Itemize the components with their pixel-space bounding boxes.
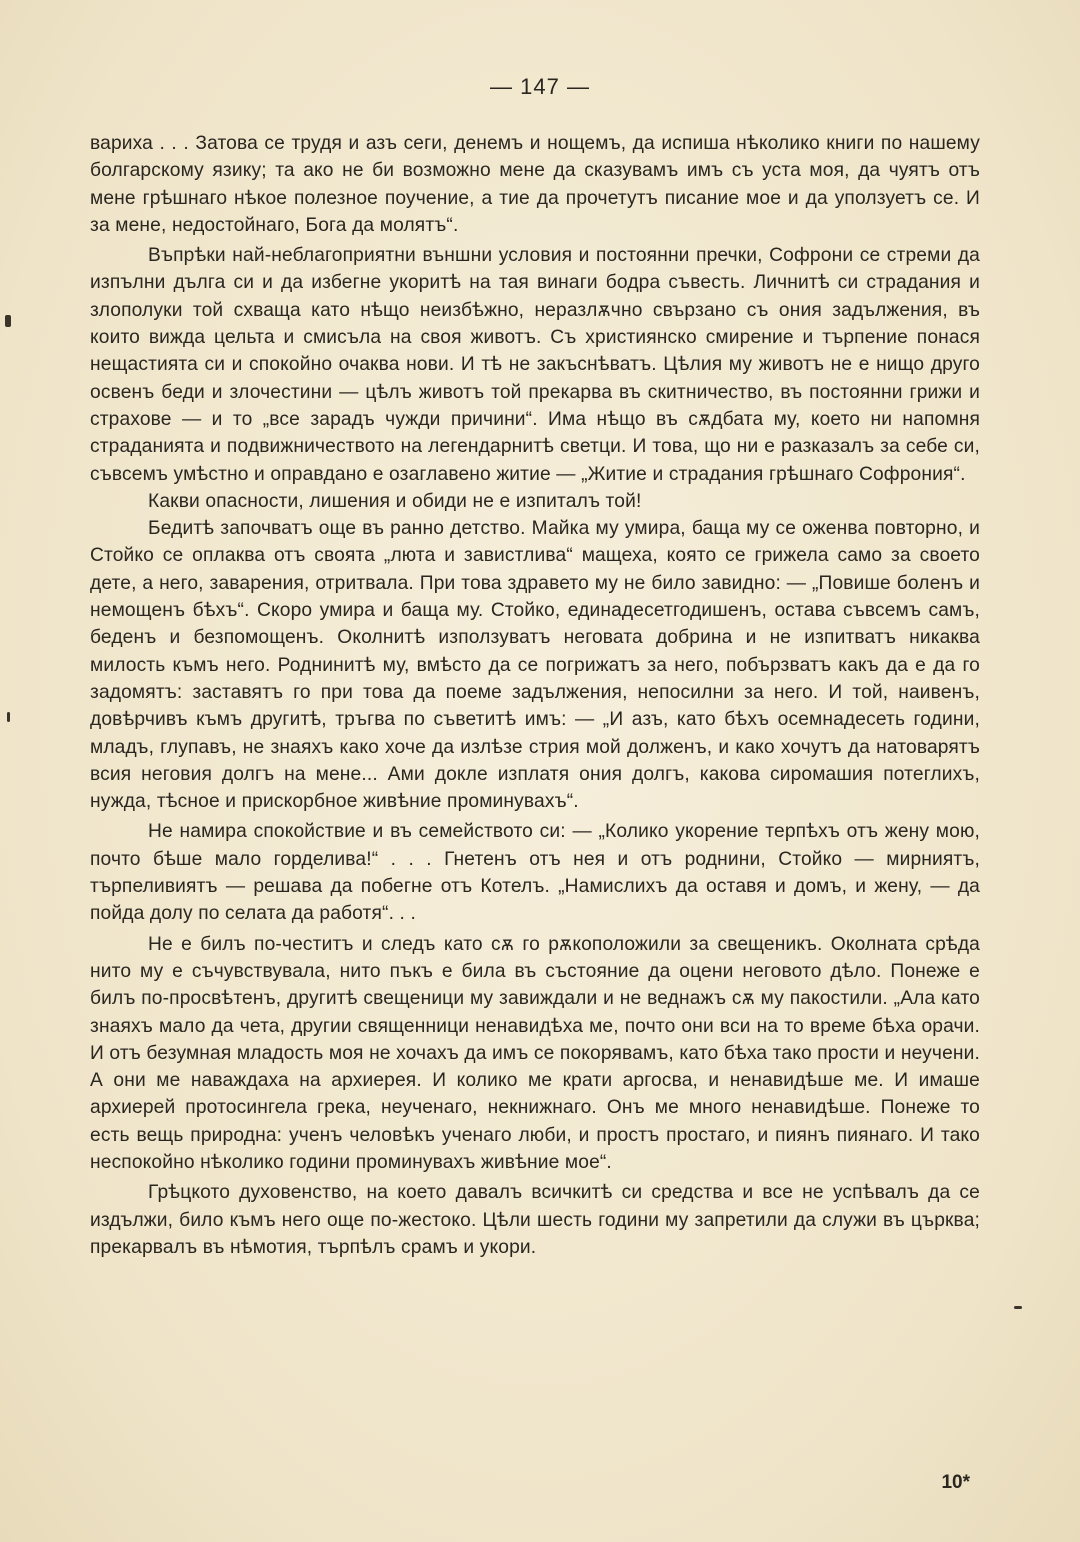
paragraph-3: Какви опасности, лишения и обиди не е изпиталъ той!	[148, 490, 642, 512]
paragraph-5: Не намира спокойствие и въ семейството си: — „Колико укорение терпѣхъ отъ жену мою, почто бѣше мало горделива!“ . . . Гнетенъ отъ нея и отъ роднини, Стойко — мирниятъ, търпеливиятъ — решава да побегне отъ Котелъ. „Намислихъ да оставя и домъ, и жену, — да пойда долу по селата да работя“. . .	[90, 821, 980, 925]
margin-speck	[7, 712, 10, 722]
page-number: — 147 —	[490, 74, 590, 99]
margin-speck	[5, 315, 11, 327]
paragraph-7: Грѣцкото духовенство, на което давалъ всичкитѣ си средства и все не успѣвалъ да се издължи, било къмъ него още по-жестоко. Цѣли шесть години му запретили да служи въ църква; прекарвалъ въ нѣмотия, търпѣлъ срамъ и укори.	[90, 1182, 980, 1258]
body-text	[90, 130, 980, 1261]
paragraph-4: Бедитѣ започватъ още въ ранно детство. Майка му умира, баща му се оженва повторно, и Стойко се оплаква отъ своята „люта и завистлива“ мащеха, която се грижела само за своето дете, а него, заварения, отритвала. При това здравето му не било завидно: — „Повише боленъ и немощенъ бѣхъ“. Скоро умира и баща му. Стойко, единадесетгодишенъ, остава съвсемъ самъ, беденъ и безпомощенъ. Околнитѣ използуватъ неговата добрина и не изпитватъ никаква милость къмъ него. Роднинитѣ му, вмѣсто да се погрижатъ за него, побързватъ какъ да е да го задомятъ: заставятъ го при това да поеме задължения, непосилни за него. И той, наивенъ, довѣрчивъ къмъ другитѣ, тръгва по съветитѣ имъ: — „И азъ, като бѣхъ осемнадесеть години, младъ, глупавъ, не знаяхъ како хоче да излѣзе стрия мой долженъ, и како хочутъ да натоварятъ всия неговия долгъ на мене... Ами докле изплатя ония долгъ, какова сиромашия потеглихъ, нужда, тѣсное и прискорбное живѣние проминувахъ“.	[90, 518, 980, 813]
margin-speck	[1014, 1306, 1022, 1309]
signature-mark: 10*	[941, 1472, 970, 1493]
paragraph-1: вариха . . . Затова се трудя и азъ сеги, денемъ и нощемъ, да испиша нѣколико книги по нашему болгарскому язику; та ако не би возможно мене да сказувамъ имъ съ уста моя, да чуятъ отъ мене грѣшнаго нѣкое полезное поучение, а тие да прочетутъ писание мое и да уползуетъ се. И за мене, недостойнаго, Бога да молятъ“.	[90, 133, 980, 236]
paragraph-2: Въпрѣки най-неблагоприятни външни условия и постоянни пречки, Софрони се стреми да изпълни дълга си и да избегне укоритѣ на тая винаги бодра съвесть. Личнитѣ си страдания и злополуки той схваща като нѣщо неизбѣжно, неразлѫчно свързано съ ония задължения, въ които вижда цельта и смисъла на своя животъ. Съ християнско смирение и търпение понася нещастията си и спокойно очаква нови. И тѣ не закъснѣватъ. Цѣлия му животъ не е нищо друго освенъ беди и злочестини — цѣлъ животъ той прекарва въ скитничество, въ постоянни грижи и страхове — и то „все зарадъ чужди причини“. Има нѣщо въ сѫдбата му, което ни напомня страданията и подвижничеството на легендарнитѣ светци. И това, що ни е разказалъ за себе си, съвсемъ умѣстно и оправдано е озаглавено житие — „Житие и страдания грѣшнаго Софрония“.	[90, 245, 980, 485]
paragraph-6: Не е билъ по-честитъ и следъ като сѫ го рѫкоположили за свещеникъ. Околната срѣда нито му е съчувствувала, нито пъкъ е била въ състояние да оцени неговото дѣло. Понеже е билъ по-просвѣтенъ, другитѣ свещеници му завиждали и не веднажъ сѫ му пакостили. „Ала като знаяхъ мало да чета, другии священници ненавидѣха ме, почто они вси на то време бѣха орачи. И отъ безумная младость моя не хочахъ да имъ се покорявамъ, като бѣха тако прости и неучени. А они ме наваждаха на архиерея. И колико ме крати аргосва, и ненавидѣше ме. И имаше архиерей протосингела грека, неученаго, некнижнаго. Онъ ме много ненавидѣше. Понеже то есть вещь природна: ученъ человѣкъ ученаго люби, и простъ простаго, и пиянъ пиянаго. И тако неспокойно нѣколико години проминувахъ живѣние мое“.	[90, 933, 980, 1173]
